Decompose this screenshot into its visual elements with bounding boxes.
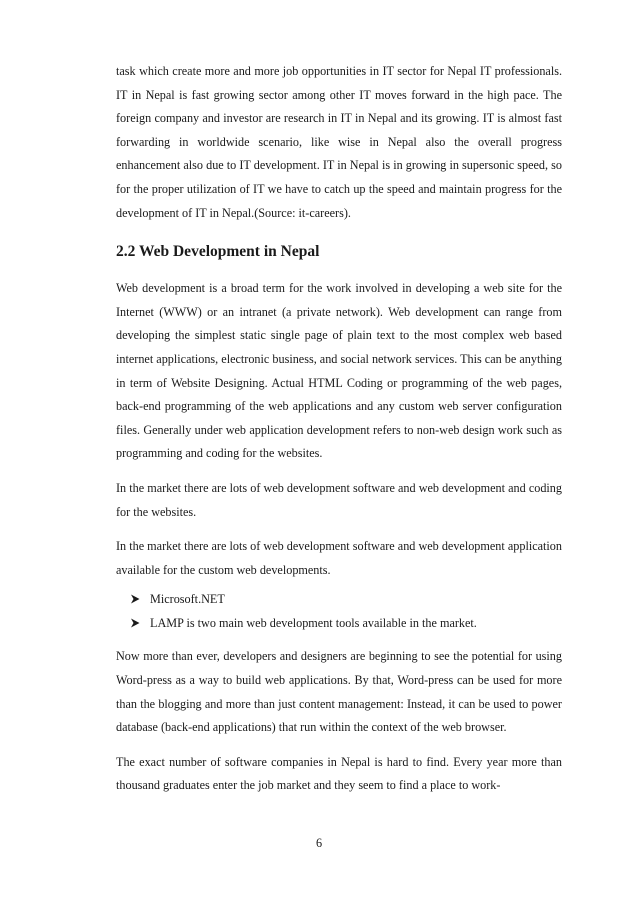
body-paragraph: Now more than ever, developers and designers are beginning to see the potential for using Word-press as a way to build web applications. By that, Word-press can be used for more than the blogging and more than just content management: Instead, it can be used to power database (back-end applications) that run within the context of the web browser. bbox=[116, 649, 562, 735]
arrow-right-icon bbox=[130, 613, 140, 623]
section-heading: 2.2 Web Development in Nepal bbox=[116, 243, 320, 261]
list-item-text: LAMP is two main web development tools available in the market. bbox=[150, 615, 477, 630]
page-number: 6 bbox=[315, 836, 323, 850]
body-paragraph: Web development is a broad term for the work involved in developing a web site for the Internet (WWW) or an intranet (a private network). Web development can range from developing the simplest static single page of plain text to the most complex web based internet applications, electronic business, and social network services. This can be anything in term of Website Designing. Actual HTML Coding or programming of the web pages, back-end programming of the web applications and any custom web server configuration files. Generally under web application development refers to non-web design work such as programming and coding for the websites. bbox=[116, 281, 562, 461]
body-paragraph: The exact number of software companies in Nepal is hard to find. Every year more than thousand graduates enter the job market and they seem to find a place to work- bbox=[116, 754, 562, 793]
tools-bullet-list bbox=[116, 588, 562, 635]
document-page bbox=[116, 60, 562, 798]
intro-paragraph: task which create more and more job opportunities in IT sector for Nepal IT professionals. IT in Nepal is fast growing sector among other IT moves forward in the high pace. The foreign company and investor are research in IT in Nepal and its growing. IT is almost fast forwarding in worldwide scenario, like wise in Nepal also the overall progress enhancement also due to IT development. IT in Nepal is in growing in supersonic speed, so for the proper utilization of IT we have to catch up the speed and maintain progress for the development of IT in Nepal.(Source: it-careers). bbox=[116, 64, 562, 220]
list-item bbox=[130, 612, 562, 636]
list-item-text: Microsoft.NET bbox=[150, 592, 225, 607]
body-paragraph: In the market there are lots of web development software and web development and coding for the websites. bbox=[116, 480, 562, 519]
body-paragraph: In the market there are lots of web development software and web development application available for the custom web developments. bbox=[116, 539, 562, 577]
arrow-right-icon bbox=[130, 589, 140, 599]
list-item bbox=[130, 588, 562, 612]
